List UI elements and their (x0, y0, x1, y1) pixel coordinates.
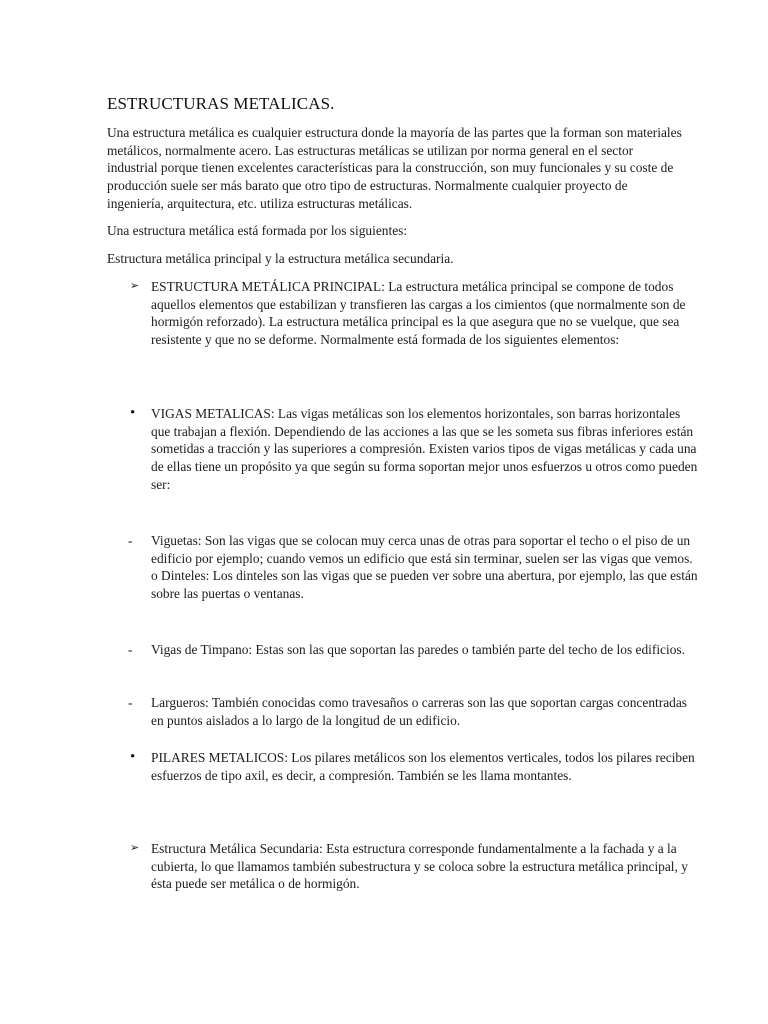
formed-by-paragraph: Una estructura metálica está formada por los siguientes: (107, 223, 408, 238)
list-item-text: PILARES METALICOS: Los pilares metálicos son los elementos verticales, todos los pilares reciben esfuerzos de tipo axil, es decir, a compresión. También se les llama montantes. (151, 750, 695, 783)
list-item-text: ESTRUCTURA METÁLICA PRINCIPAL: La estructura metálica principal se compone de todos aquellos elementos que estabilizan y transfieren las cargas a los cimientos (que normalmente son de hormigón reforzado). La estructura metálica principal es la que asegura que no se vuelque, que sea resistente y que no se deforme. Normalmente está formada de los siguientes elementos: (151, 279, 686, 348)
intro-paragraph: Una estructura metálica es cualquier estructura donde la mayoría de las partes que la forman son materiales metálicos, normalmente acero. Las estructuras metálicas se utilizan por norma general en el sector industrial porque tienen excelentes características para la construcción, son muy funcionales y su coste de producción suele ser más barato que otro tipo de estructuras. Normalmente cualquier proyecto de ingeniería, arquitectura, etc. utiliza estructuras metálicas. (107, 125, 682, 211)
list-item-text: Vigas de Timpano: Estas son las que soportan las paredes o también parte del techo de los edificios. (151, 642, 685, 657)
dash-bullet-icon: - (128, 695, 133, 710)
types-paragraph: Estructura metálica principal y la estructura metálica secundaria. (107, 251, 454, 266)
bullet-icon: • (130, 405, 136, 421)
arrow-bullet-icon: ➢ (130, 280, 140, 292)
dash-bullet-icon: - (128, 533, 133, 548)
list-item-text: Estructura Metálica Secundaria: Esta estructura corresponde fundamentalmente a la fachada y a la cubierta, lo que llamamos también subestructura y se coloca sobre la estructura metálica principal, y ésta puede ser metálica o de hormigón. (151, 841, 688, 892)
bullet-icon: • (130, 749, 136, 765)
list-item-text: Largueros: También conocidas como travesaños o carreras son las que soportan cargas concentradas en puntos aislados a lo largo de la longitud de un edificio. (151, 695, 687, 728)
list-item-text: Viguetas: Son las vigas que se colocan muy cerca unas de otras para soportar el techo o el piso de un edificio por ejemplo; cuando vemos un edificio que está sin terminar, suelen ser las vigas que vemos. o Dinteles: Los dinteles son las vigas que se pueden ver sobre una abertura, por ejemplo, las que están sobre las puertas o ventanas. (151, 533, 698, 602)
arrow-bullet-icon: ➢ (130, 842, 140, 854)
list-item-text: VIGAS METALICAS: Las vigas metálicas son los elementos horizontales, son barras horizontales que trabajan a flexión. Dependiendo de las acciones a las que se les someta sus fibras inferiores están sometidas a tracción y las superiores a compresión. Existen varios tipos de vigas metálicas y cada una de ellas tiene un propósito ya que según su forma soportan mejor unos esfuerzos u otros como pueden ser: (151, 406, 698, 492)
document-title: ESTRUCTURAS METALICAS. (107, 94, 335, 113)
dash-bullet-icon: - (128, 642, 133, 657)
